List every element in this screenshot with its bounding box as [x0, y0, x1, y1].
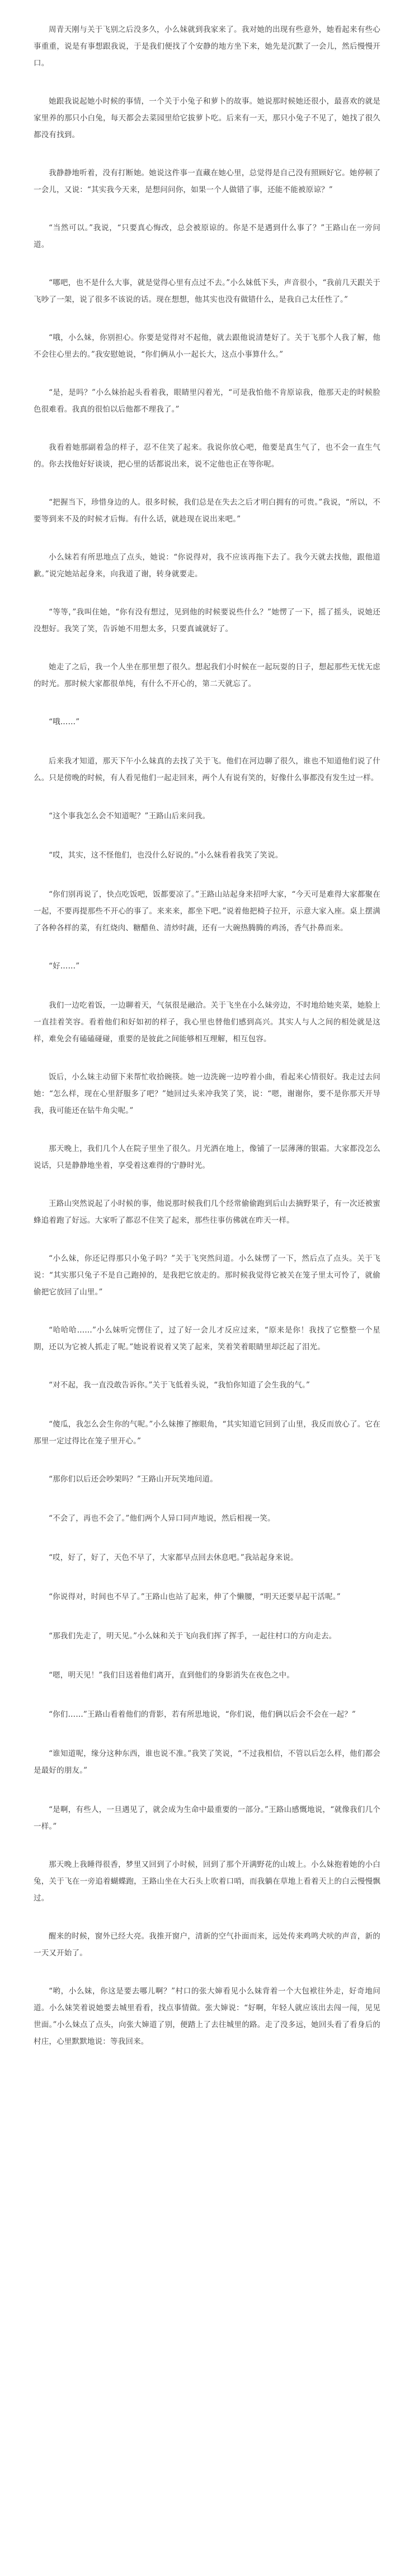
paragraph-13: “哦……” [49, 718, 80, 726]
paragraph-8: 我看着她那副着急的样子，忍不住笑了起来。我说你放心吧，他要是真生气了，也不会一直生气的。你去找他好好谈谈，把心里的话都说出来，说不定他也正在等你呢。 [34, 443, 380, 469]
paragraph-9: “把握当下，珍惜身边的人。很多时候，我们总是在失去之后才明白拥有的可贵。”我说，“所以，不要等到来不及的时候才后悔。有什么话，就趁现在说出来吧。” [34, 498, 380, 524]
paragraph-6: “哦，小么妹，你别担心。你要是觉得对不起他，就去跟他说清楚好了。关于飞那个人我了解，他不会往心里去的。”我安慰她说，“你们俩从小一起长大，这点小事算什么。” [34, 333, 380, 359]
paragraph-5: “哪吧，也不是什么大事，就是觉得心里有点过不去。”小么妹低下头，声音很小，“我前几天跟关于飞吵了一架，说了很多不该说的话。现在想想，他其实也没有做错什么，是我自己太任性了。” [34, 278, 380, 304]
paragraph-34: “谁知道呢，缘分这种东西，谁也说不准。”我笑了笑说，“不过我相信，不管以后怎么样，他们都会是最好的朋友。” [34, 1749, 380, 1775]
paragraph-28: “不会了，再也不会了。”他们两个人异口同声地说，然后相视一笑。 [49, 1514, 275, 1523]
paragraph-2: 她跟我说起她小时候的事情，一个关于小兔子和萝卜的故事。她说那时候她还很小，最喜欢的就是家里养的那只小白兔，每天都会去菜园里给它拔萝卜吃。后来有一天，那只小兔子不见了，她找了很久都没有找到。 [34, 97, 380, 139]
paragraph-32: “嗯，明天见！”我们目送着他们离开，直到他们的身影消失在夜色之中。 [49, 1671, 294, 1680]
paragraph-37: 醒来的时候，窗外已经大亮。我推开窗户，清新的空气扑面而来，远处传来鸡鸣犬吠的声音，新的一天又开始了。 [34, 1932, 380, 1958]
paragraph-12: 她走了之后，我一个人坐在那里想了很久。想起我们小时候在一起玩耍的日子，想起那些无忧无虑的时光。那时候大家都很单纯，有什么不开心的，第二天就忘了。 [34, 663, 380, 688]
paragraph-23: “小么妹，你还记得那只小兔子吗？”关于飞突然问道。小么妹愣了一下，然后点了点头。关于飞说：“其实那只兔子不是自己跑掉的，是我把它放走的。那时候我觉得它被关在笼子里太可怜了，就偷偷把它放回了山里。” [34, 1254, 380, 1297]
paragraph-18: “好……” [49, 962, 80, 971]
paragraph-27: “那你们以后还会吵架吗？”王路山开玩笑地问道。 [49, 1475, 218, 1484]
paragraph-24: “哈哈哈……”小么妹听完愣住了，过了好一会儿才反应过来，“原来是你！我找了它整整一个星期，还以为它被人抓走了呢。”她说着说着又笑了起来，笑着笑着眼睛里却泛起了泪光。 [34, 1326, 380, 1352]
paragraph-11: “等等，”我叫住她，“你有没有想过，见到他的时候要说些什么？”她愣了一下，摇了摇头，说她还没想好。我笑了笑，告诉她不用想太多，只要真诚就好了。 [34, 608, 380, 633]
paragraph-4: “当然可以。”我说，“只要真心悔改，总会被原谅的。你是不是遇到什么事了？”王路山在一旁问道。 [34, 223, 380, 249]
paragraph-21: 那天晚上，我们几个人在院子里坐了很久。月光洒在地上，像铺了一层薄薄的银霜。大家都没怎么说话，只是静静地坐着，享受着这难得的宁静时光。 [34, 1144, 380, 1170]
paragraph-25: “对不起，我一直没敢告诉你。”关于飞低着头说，“我怕你知道了会生我的气。” [49, 1381, 310, 1390]
paragraph-1: 周青天刚与关于飞别之后没多久，小么妹就到我家来了。我对她的出现有些意外，她看起来有些心事重重，说是有事想跟我说，于是我们便找了个安静的地方坐下来，她先是沉默了一会儿，然后慢慢开口。 [34, 25, 380, 68]
paragraph-35: “是啊，有些人，一旦遇见了，就会成为生命中最重要的一部分。”王路山感慨地说，“就像我们几个一样。” [34, 1805, 380, 1831]
paragraph-16: “哎，其实，这不怪他们，也没什么好说的。”小么妹看着我笑了笑说。 [49, 851, 283, 860]
paragraph-14: 后来我才知道，那天下午小么妹真的去找了关于飞。他们在河边聊了很久，谁也不知道他们说了什么。只是傍晚的时候，有人看见他们一起走回来，两个人有说有笑的，好像什么事都没有发生过一样。 [34, 757, 380, 782]
paragraph-19: 我们一边吃着饭，一边聊着天，气氛很是融洽。关于飞坐在小么妹旁边，不时地给她夹菜，她脸上一直挂着笑容。看着他们和好如初的样子，我心里也替他们感到高兴。其实人与人之间的相处就是这样，难免会有磕磕碰碰，重要的是彼此之间能够相互理解，相互包容。 [34, 1001, 380, 1044]
paragraph-20: 饭后，小么妹主动留下来帮忙收拾碗筷。她一边洗碗一边哼着小曲，看起来心情很好。我走过去问她：“怎么样，现在心里舒服多了吧？”她回过头来冲我笑了笑，说：“嗯，谢谢你，要不是你那天开导我，我可能还在钻牛角尖呢。” [34, 1073, 380, 1115]
paragraph-3: 我静静地听着，没有打断她。她说这件事一直藏在她心里，总觉得是自己没有照顾好它。她停顿了一会儿，又说：“其实我今天来，是想问问你，如果一个人做错了事，还能不能被原谅？” [34, 169, 380, 194]
paragraph-17: “你们别再说了，快点吃饭吧，饭都要凉了。”王路山站起身来招呼大家，“今天可是难得大家都聚在一起，不要再提那些不开心的事了。来来来，都坐下吧。”说着他把椅子拉开，示意大家入座。桌上摆满了各种各样的菜，有红烧肉、糖醋鱼、清炒时蔬，还有一大碗热腾腾的鸡汤，香气扑鼻而来。 [34, 890, 380, 933]
paragraph-26: “傻瓜，我怎么会生你的气呢。”小么妹擦了擦眼角，“其实知道它回到了山里，我反而放心了。它在那里一定过得比在笼子里开心。” [34, 1420, 380, 1446]
paragraph-31: “那我们先走了，明天见。”小么妹和关于飞向我们挥了挥手，一起往村口的方向走去。 [49, 1632, 337, 1641]
paragraph-7: “是，是吗？”小么妹抬起头看着我，眼睛里闪着光，“可是我怕他不肯原谅我，他那天走的时候脸色很难看。我真的很怕以后他都不理我了。” [34, 388, 380, 414]
paragraph-29: “哎，好了，好了，天色不早了，大家都早点回去休息吧。”我站起身来说。 [49, 1553, 298, 1562]
paragraph-36: 那天晚上我睡得很香，梦里又回到了小时候，回到了那个开满野花的山坡上。小么妹抱着她的小白兔，关于飞在一旁追着蝴蝶跑，王路山坐在大石头上吹着口哨，而我躺在草地上看着天上的白云慢慢飘过。 [34, 1860, 380, 1903]
paragraph-10: 小么妹若有所思地点了点头，她说：“你说得对，我不应该再拖下去了。我今天就去找他，跟他道歉。”说完她站起身来，向我道了谢，转身就要走。 [34, 553, 380, 579]
paragraph-38: “哟，小么妹，你这是要去哪儿啊？”村口的张大婶看见小么妹背着一个大包袱往外走，好奇地问道。小么妹笑着说她要去城里看看，找点事情做。张大婶说：“好啊，年轻人就应该出去闯一闯，见见世面。”小么妹点了点头，向张大婶道了别，便踏上了去往城里的路。走了没多远，她回头看了看身后的村庄，心里默默地说：等我回来。 [34, 1987, 380, 2046]
paragraph-33: “你们……”王路山看着他们的背影，若有所思地说，“你们说，他们俩以后会不会在一起？” [49, 1710, 356, 1719]
paragraph-15: “这个事我怎么会不知道呢？”王路山后来问我。 [49, 812, 210, 821]
paragraph-30: “你说得对，时间也不早了。”王路山也站了起来，伸了个懒腰，“明天还要早起干活呢。” [49, 1592, 341, 1601]
paragraph-22: 王路山突然说起了小时候的事，他说那时候我们几个经常偷偷跑到后山去摘野果子，有一次还被蜜蜂追着跑了好远。大家听了都忍不住笑了起来，那些往事仿佛就在昨天一样。 [34, 1199, 380, 1225]
